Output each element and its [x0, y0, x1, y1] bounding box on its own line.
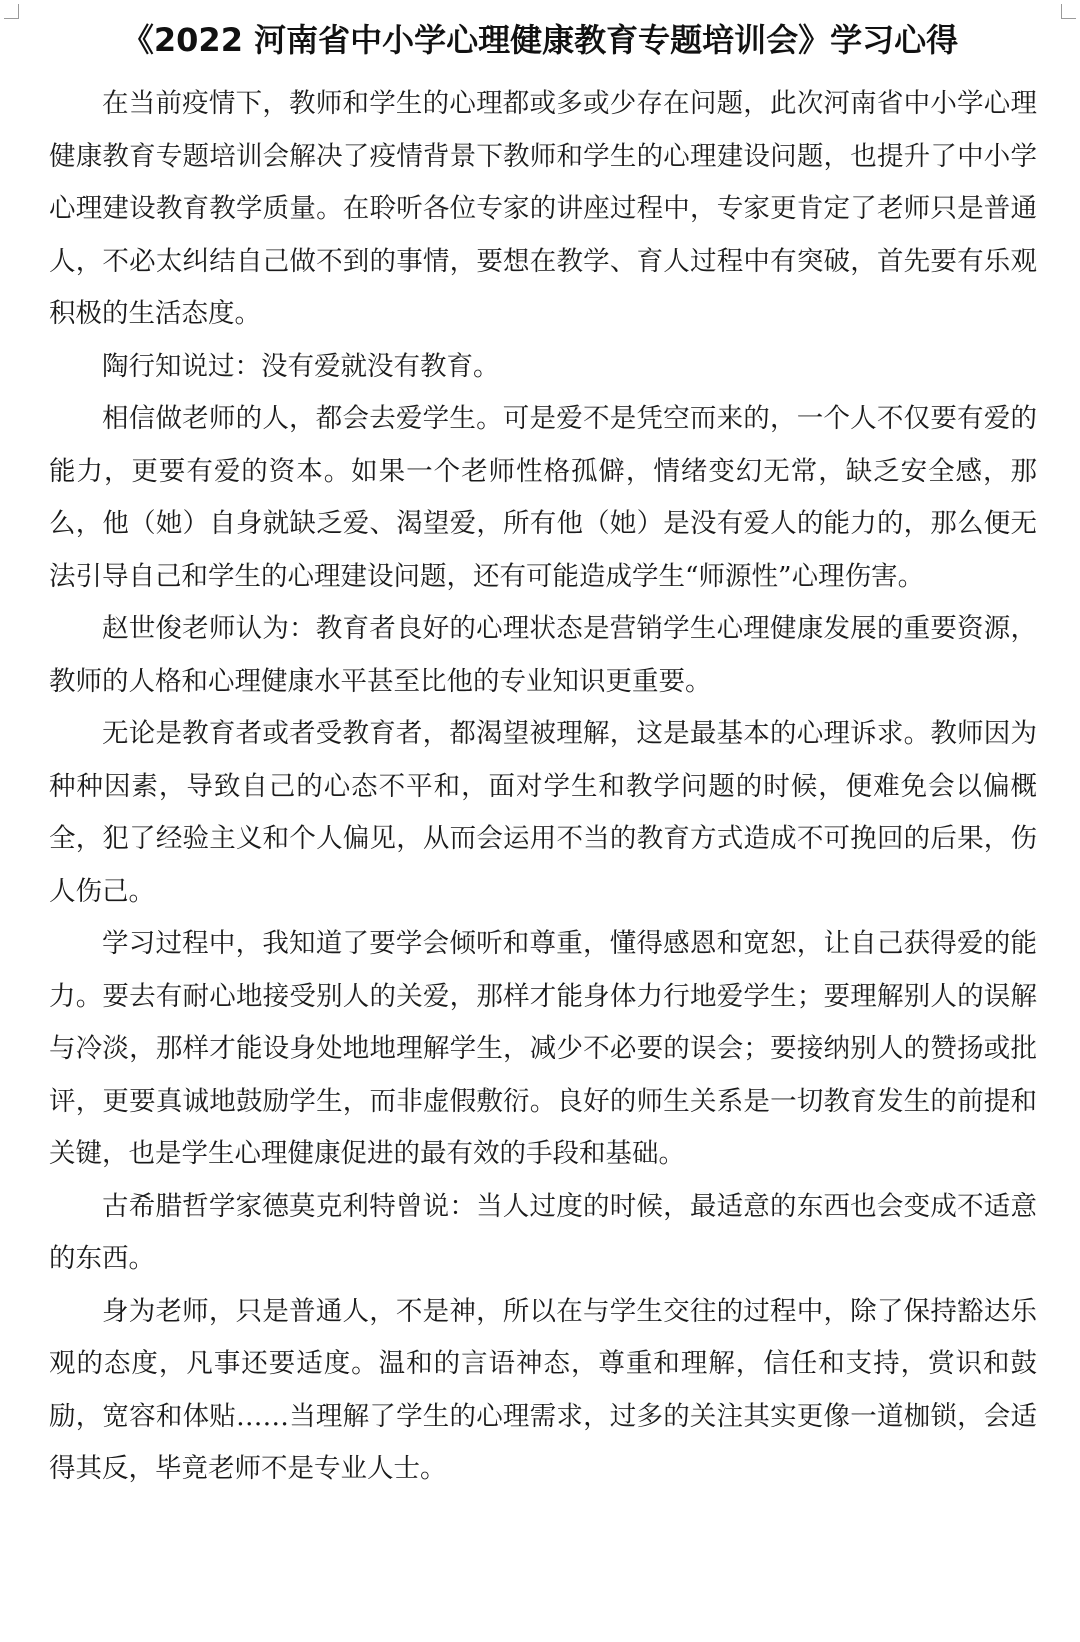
- document-title: 《2022 河南省中小学心理健康教育专题培训会》学习心得: [121, 21, 959, 59]
- paragraph-understanding: 无论是教育者或者受教育者，都渴望被理解，这是最基本的心理诉求。教师因为种种因素，导致自己的心态不平和，面对学生和教学问题的时候，便难免会以偏概全，犯了经验主义和个人偏见，从而会运用不当的教育方式造成不可挽回的后果，伤人伤己。: [49, 718, 1037, 907]
- document-body: [49, 78, 1037, 1496]
- paragraph-democritus-quote: 古希腊哲学家德莫克利特曾说：当人过度的时候，最适意的东西也会变成不适意的东西。: [49, 1190, 1037, 1274]
- page-corner-mark-top-right: [1061, 4, 1076, 19]
- paragraph-love-students: 相信做老师的人，都会去爱学生。可是爱不是凭空而来的，一个人不仅要有爱的能力，更要有爱的资本。如果一个老师性格孤僻，情绪变幻无常，缺乏安全感，那么，他（她）自身就缺乏爱、渴望爱，所有他（她）是没有爱人的能力的，那么便无法引导自己和学生的心理建设问题，还有可能造成学生“师源性”心理伤害。: [49, 403, 1037, 592]
- page-corner-mark-top-left: [4, 4, 19, 19]
- paragraph-zhao-shijun: 赵世俊老师认为：教育者良好的心理状态是营销学生心理健康发展的重要资源，教师的人格和心理健康水平甚至比他的专业知识更重要。: [49, 613, 1037, 697]
- paragraph-intro: 在当前疫情下，教师和学生的心理都或多或少存在问题，此次河南省中小学心理健康教育专题培训会解决了疫情背景下教师和学生的心理建设问题，也提升了中小学心理建设教育教学质量。在聆听各位专家的讲座过程中，专家更肯定了老师只是普通人，不必太纠结自己做不到的事情，要想在教学、育人过程中有突破，首先要有乐观积极的生活态度。: [49, 88, 1037, 329]
- paragraph-learning-process: 学习过程中，我知道了要学会倾听和尊重，懂得感恩和宽恕，让自己获得爱的能力。要去有耐心地接受别人的关爱，那样才能身体力行地爱学生；要理解别人的误解与冷淡，那样才能设身处地地理解学生，减少不必要的误会；要接纳别人的赞扬或批评，更要真诚地鼓励学生，而非虚假敷衍。良好的师生关系是一切教育发生的前提和关键，也是学生心理健康促进的最有效的手段和基础。: [49, 928, 1037, 1169]
- paragraph-tao-xingzhi-quote: 陶行知说过：没有爱就没有教育。: [102, 350, 500, 382]
- paragraph-conclusion: 身为老师，只是普通人，不是神，所以在与学生交往的过程中，除了保持豁达乐观的态度，凡事还要适度。温和的言语神态，尊重和理解，信任和支持，赏识和鼓励，宽容和体贴……当理解了学生的心理需求，过多的关注其实更像一道枷锁，会适得其反，毕竟老师不是专业人士。: [49, 1295, 1037, 1484]
